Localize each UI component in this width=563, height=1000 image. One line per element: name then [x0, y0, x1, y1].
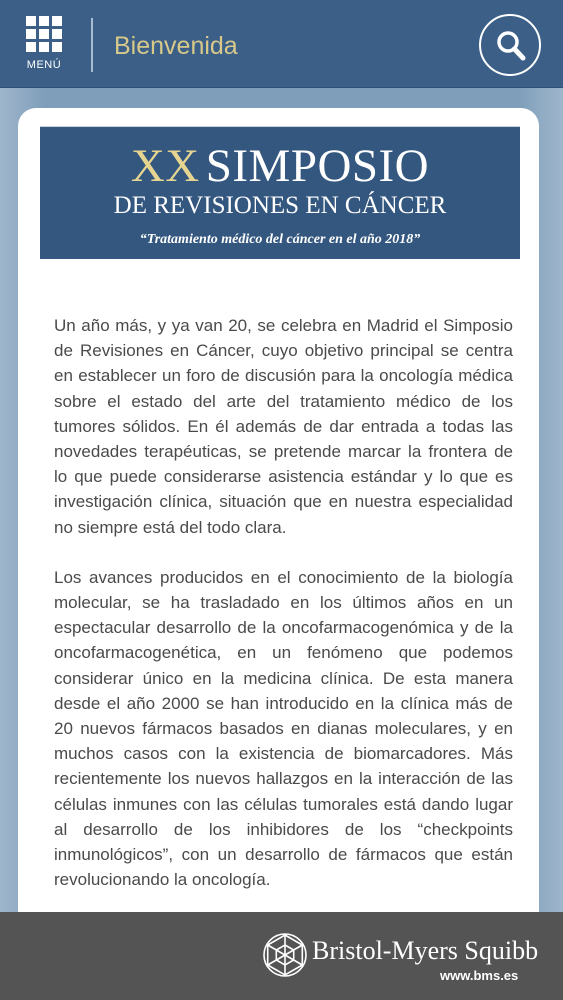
banner-subtitle: DE REVISIONES EN CÁNCER: [113, 192, 447, 219]
grid-icon: [26, 16, 62, 52]
banner-numeral: XX: [130, 140, 200, 192]
banner-tagline: “Tratamiento médico del cáncer en el año 2018”: [139, 232, 421, 247]
banner-title-word: SIMPOSIO: [205, 140, 430, 192]
brand-url[interactable]: www.bms.es: [440, 968, 519, 983]
page-title: Bienvenida: [114, 32, 238, 60]
footer: [0, 912, 563, 1000]
bms-logo-icon: [262, 932, 308, 978]
paragraph: Los avances producidos en el conocimiento de la biología molecular, se ha trasladado en los últimos años en un espectacular desarrollo de la oncofarmacogenómica y de la oncofarmacogenética, en un fenómeno que podemos considerar único en la medicina clínica. De esta manera desde el año 2000 se han introducido en la clínica más de 20 nuevos fármacos basados en dianas moleculares, y en muchos casos con la existencia de biomarcadores. Más recientemente los nuevos hallazgos en la interacción de las células inmunes con las células tumorales está dando lugar al desarrollo de los inhibidores de los “checkpoints inmunológicos”, con un desarrollo de fármacos que están revolucionando la oncología.: [54, 567, 513, 890]
menu-label: MENÚ: [26, 59, 62, 71]
menu-button[interactable]: [22, 14, 66, 76]
header-divider: [91, 18, 93, 72]
welcome-text: [54, 313, 513, 917]
search-button[interactable]: [479, 14, 541, 76]
brand-name: Bristol-Myers Squibb: [312, 936, 539, 965]
paragraph: Un año más, y ya van 20, se celebra en Madrid el Simposio de Revisiones en Cáncer, cuyo objetivo principal se centra en establecer un foro de discusión para la oncología médica sobre el estado del arte del tratamiento médico de los tumores sólidos. En él además de dar entrada a todas las novedades terapéuticas, se pretende marcar la frontera de lo que puede considerarse asistencia estándar y lo que es investigación clínica, situación que en nuestra especialidad no siempre está del todo clara.: [54, 316, 513, 537]
symposium-banner: [40, 126, 520, 259]
content-card[interactable]: [18, 108, 539, 938]
search-icon: [496, 30, 526, 62]
banner-title: [40, 141, 520, 191]
top-bar: [0, 0, 563, 88]
